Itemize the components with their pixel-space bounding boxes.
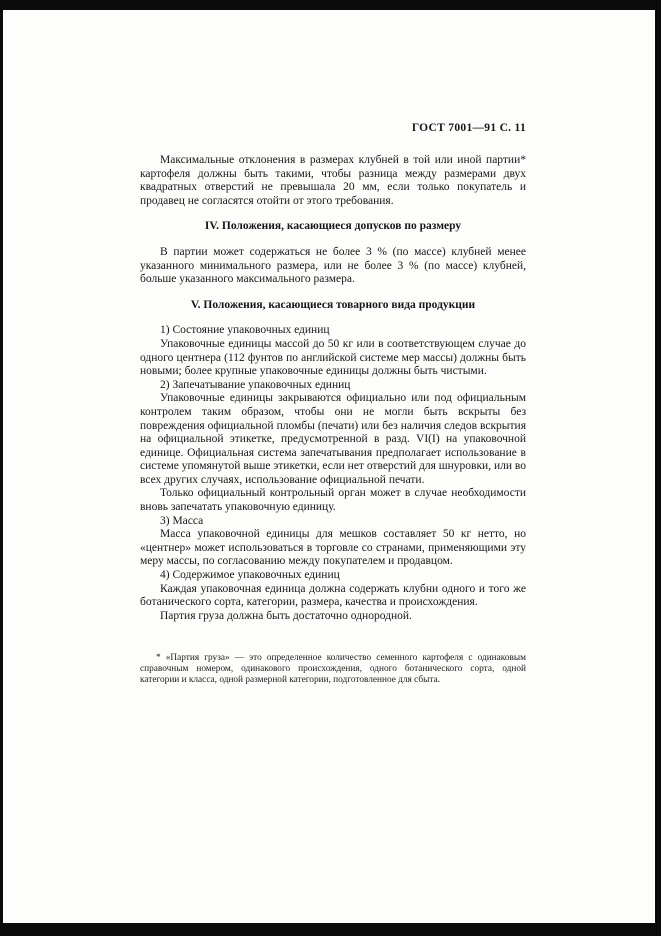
item2-title: 2) Запечатывание упаковочных единиц [160,378,351,391]
section-heading-iv: IV. Положения, касающиеся допусков по размеру [204,220,462,233]
section-heading-v: V. Положения, касающиеся товарного вида продукции [190,298,476,311]
text-block [140,122,526,686]
item1-text: Упаковочные единицы массой до 50 кг или в соответствующем случае до одного центнера (112 фунтов по английской системе мер массы) должны быть новыми; более крупные упаковочные единицы должны быть чистыми. [140,337,526,378]
item4-text: Каждая упаковочная единица должна содержать клубни одного и того же ботанического сорта, категории, размера, качества и происхождения. [140,582,526,609]
item3-title: 3) Масса [160,514,204,527]
item4-title: 4) Содержимое упаковочных единиц [160,569,340,582]
item1-title: 1) Состояние упаковочных единиц [160,324,330,337]
item2-text-2: Только официальный контрольный орган может в случае необходимости вновь запечатать упаковочную единицу. [140,487,526,514]
document-page [3,10,655,923]
footnote: * «Партия груза» — это определенное количество семенного картофеля с одинаковым справочным номером, одинакового происхождения, одного ботанического сорта, одной категории и класса, одной размерной категории, подготовленное для сбыта. [140,653,526,685]
item2-text: Упаковочные единицы закрываются официально или под официальным контролем таким образом, чтобы они не могли быть вскрыты без повреждения официальной пломбы (печати) или без наличия следов вскрытия на официальной этикетке, предусмотренной в разд. VI(I) на упаковочной единице. Официальная система запечатывания предполагает использование в системе упомянутой выше этикетки, если нет отверстий для шнуровки, или во всех других случаях, использование официальной печати. [140,392,526,486]
final-paragraph: Партия груза должна быть достаточно однородной. [160,609,412,622]
item3-text: Масса упаковочной единицы для мешков составляет 50 кг нетто, но «центнер» может использоваться в торговле со странами, применяющими эту меру массы, по согласованию между покупателем и продавцом. [140,528,526,568]
intro-paragraph: Максимальные отклонения в размерах клубней в той или иной партии* картофеля должны быть такими, чтобы разница между размерами двух квадратных отверстий не превышала 20 мм, если только покупатель и продавец не согласятся отойти от этого требования. [140,154,526,207]
section4-paragraph: В партии может содержаться не более 3 % (по массе) клубней менее указанного минимального размера, или не более 3 % (по массе) клубней, больше указанного максимального размера. [140,245,526,286]
document-number-header: ГОСТ 7001—91 С. 11 [411,122,526,134]
